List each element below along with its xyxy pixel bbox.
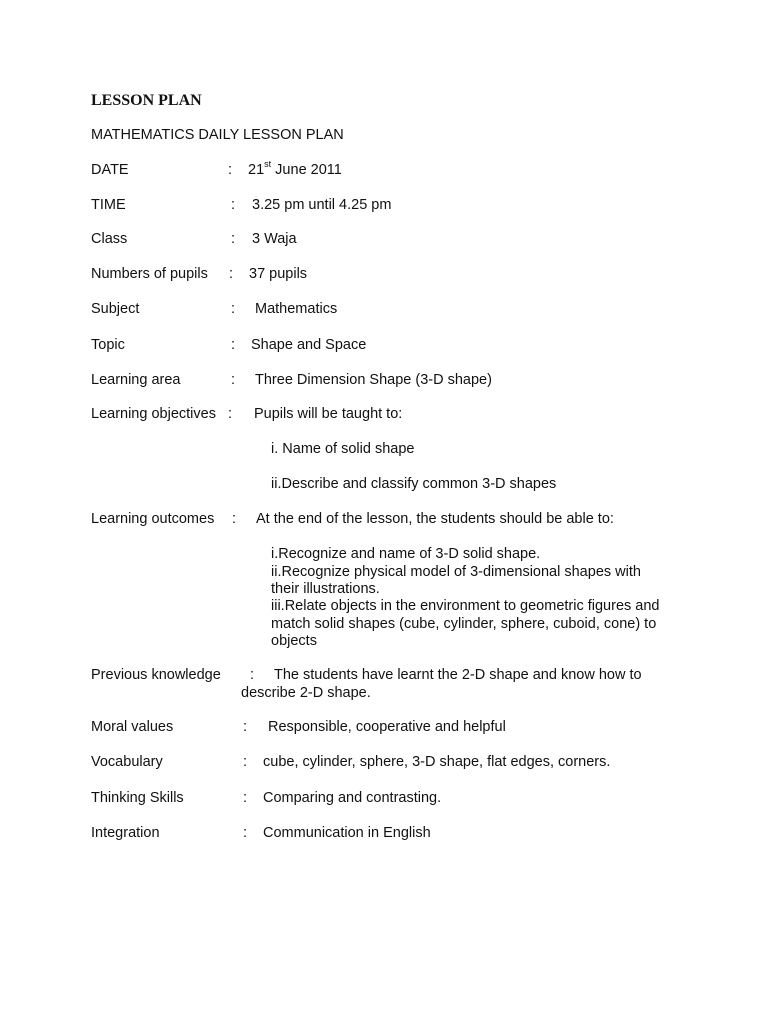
class-value: 3 Waja <box>252 231 297 247</box>
date-value <box>248 159 342 179</box>
previous-knowledge-label: Previous knowledge <box>91 667 221 683</box>
learning-objectives-separator: : <box>228 406 233 422</box>
subject-value: Mathematics <box>255 301 338 317</box>
integration-label: Integration <box>91 825 160 841</box>
integration-value: Communication in English <box>263 825 431 841</box>
learning-outcomes-label: Learning outcomes <box>91 511 215 527</box>
learning-objectives-label: Learning objectives <box>91 406 216 422</box>
outcome-line: ii.Recognize physical model of 3-dimensional shapes with <box>271 564 641 580</box>
moral-values-value: Responsible, cooperative and helpful <box>268 719 506 735</box>
subject-label: Subject <box>91 301 140 317</box>
time-separator: : <box>231 197 236 213</box>
learning-objectives-intro: Pupils will be taught to: <box>254 406 403 422</box>
previous-knowledge-line: describe 2-D shape. <box>241 685 371 701</box>
class-label: Class <box>91 231 128 247</box>
learning-outcomes-intro: At the end of the lesson, the students should be able to: <box>256 511 614 527</box>
thinking-skills-label: Thinking Skills <box>91 790 184 806</box>
learning-area-label: Learning area <box>91 372 181 388</box>
pupils-separator: : <box>229 266 234 282</box>
objective-item: ii.Describe and classify common 3-D shapes <box>271 476 557 492</box>
vocabulary-label: Vocabulary <box>91 754 163 770</box>
moral-values-label: Moral values <box>91 719 174 735</box>
thinking-skills-value: Comparing and contrasting. <box>263 790 442 806</box>
previous-knowledge-line: The students have learnt the 2-D shape and know how to <box>274 667 642 683</box>
time-value: 3.25 pm until 4.25 pm <box>252 197 392 213</box>
integration-separator: : <box>243 825 248 841</box>
class-separator: : <box>231 231 236 247</box>
vocabulary-value: cube, cylinder, sphere, 3-D shape, flat edges, corners. <box>263 754 611 770</box>
pupils-value: 37 pupils <box>249 266 308 282</box>
topic-separator: : <box>231 337 236 353</box>
time-label: TIME <box>91 197 126 213</box>
outcome-line: i.Recognize and name of 3-D solid shape. <box>271 546 541 562</box>
document-subtitle: MATHEMATICS DAILY LESSON PLAN <box>91 127 344 143</box>
outcome-line: match solid shapes (cube, cylinder, sphere, cuboid, cone) to <box>271 616 657 632</box>
date-day: 21 <box>248 162 265 178</box>
outcome-line: objects <box>271 633 317 649</box>
date-label: DATE <box>91 162 129 178</box>
topic-label: Topic <box>91 337 125 353</box>
previous-knowledge-separator: : <box>250 667 255 683</box>
objective-item: i. Name of solid shape <box>271 441 415 457</box>
date-separator: : <box>228 162 233 178</box>
subject-separator: : <box>231 301 236 317</box>
learning-area-value: Three Dimension Shape (3-D shape) <box>255 372 492 388</box>
outcome-line: their illustrations. <box>271 581 380 597</box>
thinking-skills-separator: : <box>243 790 248 806</box>
date-rest: June 2011 <box>271 162 342 178</box>
vocabulary-separator: : <box>243 754 248 770</box>
topic-value: Shape and Space <box>251 337 367 353</box>
outcome-line: iii.Relate objects in the environment to geometric figures and <box>271 598 660 614</box>
learning-area-separator: : <box>231 372 236 388</box>
pupils-label: Numbers of pupils <box>91 266 208 282</box>
date-suffix: st <box>264 159 272 170</box>
learning-outcomes-separator: : <box>232 511 237 527</box>
moral-values-separator: : <box>243 719 248 735</box>
document-title: LESSON PLAN <box>91 92 202 109</box>
